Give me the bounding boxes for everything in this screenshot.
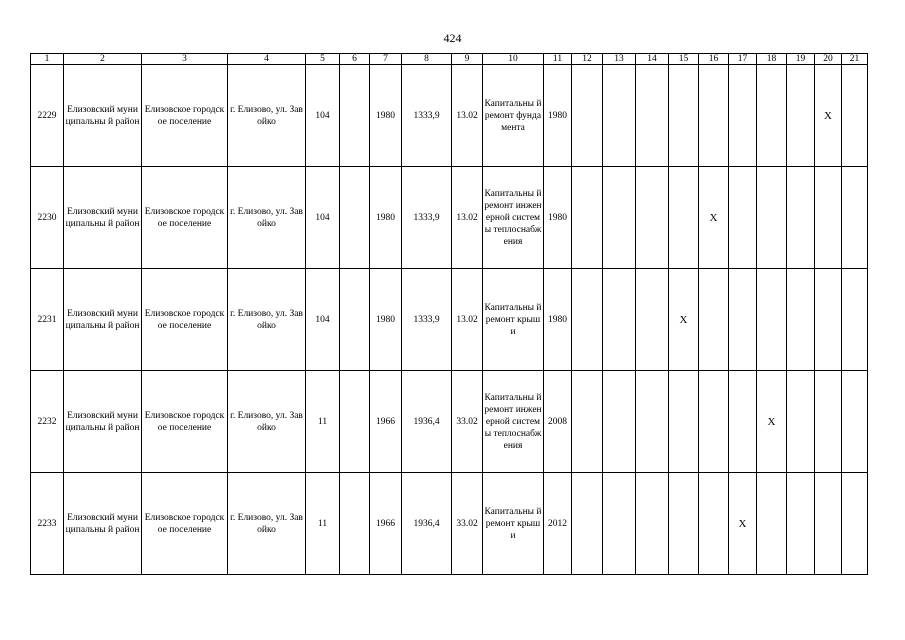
year-mark-cell: [787, 371, 815, 473]
table-row: [31, 65, 868, 167]
repair-register-table: [30, 53, 868, 575]
year-mark-cell: X: [729, 473, 757, 575]
year-mark-cell: [815, 269, 842, 371]
build-year-cell: 1966: [370, 371, 402, 473]
year-mark-cell: [757, 473, 787, 575]
district-cell: Елизовский муниципальны й район: [64, 167, 142, 269]
build-year-cell: 1966: [370, 473, 402, 575]
column-number: 1: [31, 54, 64, 65]
address-cell: г. Елизово, ул. Завойко: [228, 269, 306, 371]
year-mark-cell: [729, 371, 757, 473]
year-mark-cell: [603, 371, 636, 473]
year-mark-cell: [842, 269, 868, 371]
empty-cell: [340, 371, 370, 473]
district-cell: Елизовский муниципальны й район: [64, 65, 142, 167]
year-mark-cell: [669, 473, 699, 575]
last-repair-year-cell: 1980: [544, 167, 572, 269]
row-id: 2232: [31, 371, 64, 473]
wear-cell: 13.02: [452, 167, 483, 269]
table-row: [31, 473, 868, 575]
year-mark-cell: [699, 269, 729, 371]
district-cell: Елизовский муниципальны й район: [64, 371, 142, 473]
year-mark-cell: X: [669, 269, 699, 371]
column-number: 13: [603, 54, 636, 65]
column-number: 19: [787, 54, 815, 65]
table-row: [31, 167, 868, 269]
column-number: 8: [402, 54, 452, 65]
house-number-cell: 104: [306, 65, 340, 167]
empty-cell: [340, 65, 370, 167]
address-cell: г. Елизово, ул. Завойко: [228, 473, 306, 575]
house-number-cell: 104: [306, 269, 340, 371]
column-number: 2: [64, 54, 142, 65]
settlement-cell: Елизовское городское поселение: [142, 65, 228, 167]
year-mark-cell: [787, 167, 815, 269]
year-mark-cell: [815, 167, 842, 269]
year-mark-cell: [572, 269, 603, 371]
row-id: 2233: [31, 473, 64, 575]
year-mark-cell: [699, 65, 729, 167]
year-mark-cell: [842, 371, 868, 473]
build-year-cell: 1980: [370, 167, 402, 269]
year-mark-cell: [572, 167, 603, 269]
column-number: 7: [370, 54, 402, 65]
work-type-cell: Капитальны й ремонт крыши: [483, 269, 544, 371]
year-mark-cell: [729, 167, 757, 269]
column-number: 9: [452, 54, 483, 65]
year-mark-cell: [636, 371, 669, 473]
area-cell: 1936,4: [402, 473, 452, 575]
year-mark-cell: X: [815, 65, 842, 167]
year-mark-cell: [842, 167, 868, 269]
year-mark-cell: X: [757, 371, 787, 473]
year-mark-cell: [787, 65, 815, 167]
year-mark-cell: [815, 473, 842, 575]
column-number: 21: [842, 54, 868, 65]
column-number: 6: [340, 54, 370, 65]
last-repair-year-cell: 2012: [544, 473, 572, 575]
year-mark-cell: [699, 473, 729, 575]
year-mark-cell: [636, 473, 669, 575]
settlement-cell: Елизовское городское поселение: [142, 473, 228, 575]
column-number: 3: [142, 54, 228, 65]
column-number: 17: [729, 54, 757, 65]
last-repair-year-cell: 2008: [544, 371, 572, 473]
address-cell: г. Елизово, ул. Завойко: [228, 65, 306, 167]
settlement-cell: Елизовское городское поселение: [142, 371, 228, 473]
column-number: 11: [544, 54, 572, 65]
last-repair-year-cell: 1980: [544, 65, 572, 167]
column-number: 12: [572, 54, 603, 65]
year-mark-cell: [572, 371, 603, 473]
column-number: 4: [228, 54, 306, 65]
year-mark-cell: X: [699, 167, 729, 269]
column-number-row: [31, 54, 868, 65]
address-cell: г. Елизово, ул. Завойко: [228, 167, 306, 269]
year-mark-cell: [729, 65, 757, 167]
settlement-cell: Елизовское городское поселение: [142, 269, 228, 371]
year-mark-cell: [757, 65, 787, 167]
work-type-cell: Капитальны й ремонт инженерной системы теплоснабж ения: [483, 167, 544, 269]
area-cell: 1936,4: [402, 371, 452, 473]
year-mark-cell: [603, 167, 636, 269]
table-body: [31, 54, 868, 575]
row-id: 2229: [31, 65, 64, 167]
year-mark-cell: [572, 473, 603, 575]
last-repair-year-cell: 1980: [544, 269, 572, 371]
work-type-cell: Капитальны й ремонт фундамента: [483, 65, 544, 167]
empty-cell: [340, 167, 370, 269]
year-mark-cell: [636, 167, 669, 269]
year-mark-cell: [669, 167, 699, 269]
year-mark-cell: [729, 269, 757, 371]
district-cell: Елизовский муниципальны й район: [64, 269, 142, 371]
settlement-cell: Елизовское городское поселение: [142, 167, 228, 269]
year-mark-cell: [603, 269, 636, 371]
year-mark-cell: [572, 65, 603, 167]
work-type-cell: Капитальны й ремонт инженерной системы теплоснабж ения: [483, 371, 544, 473]
area-cell: 1333,9: [402, 269, 452, 371]
house-number-cell: 104: [306, 167, 340, 269]
column-number: 18: [757, 54, 787, 65]
wear-cell: 33.02: [452, 473, 483, 575]
year-mark-cell: [787, 269, 815, 371]
column-number: 16: [699, 54, 729, 65]
year-mark-cell: [603, 65, 636, 167]
year-mark-cell: [669, 65, 699, 167]
column-number: 20: [815, 54, 842, 65]
build-year-cell: 1980: [370, 65, 402, 167]
table-row: [31, 371, 868, 473]
year-mark-cell: [603, 473, 636, 575]
table-row: [31, 269, 868, 371]
page-number: 424: [443, 31, 462, 45]
build-year-cell: 1980: [370, 269, 402, 371]
column-number: 10: [483, 54, 544, 65]
house-number-cell: 11: [306, 473, 340, 575]
address-cell: г. Елизово, ул. Завойко: [228, 371, 306, 473]
year-mark-cell: [842, 473, 868, 575]
column-number: 15: [669, 54, 699, 65]
wear-cell: 33.02: [452, 371, 483, 473]
year-mark-cell: [699, 371, 729, 473]
house-number-cell: 11: [306, 371, 340, 473]
column-number: 14: [636, 54, 669, 65]
year-mark-cell: [636, 269, 669, 371]
year-mark-cell: [842, 65, 868, 167]
area-cell: 1333,9: [402, 167, 452, 269]
empty-cell: [340, 473, 370, 575]
wear-cell: 13.02: [452, 65, 483, 167]
empty-cell: [340, 269, 370, 371]
wear-cell: 13.02: [452, 269, 483, 371]
district-cell: Елизовский муниципальны й район: [64, 473, 142, 575]
year-mark-cell: [757, 167, 787, 269]
work-type-cell: Капитальны й ремонт крыши: [483, 473, 544, 575]
column-number: 5: [306, 54, 340, 65]
row-id: 2230: [31, 167, 64, 269]
row-id: 2231: [31, 269, 64, 371]
year-mark-cell: [815, 371, 842, 473]
year-mark-cell: [636, 65, 669, 167]
year-mark-cell: [787, 473, 815, 575]
year-mark-cell: [669, 371, 699, 473]
year-mark-cell: [757, 269, 787, 371]
area-cell: 1333,9: [402, 65, 452, 167]
